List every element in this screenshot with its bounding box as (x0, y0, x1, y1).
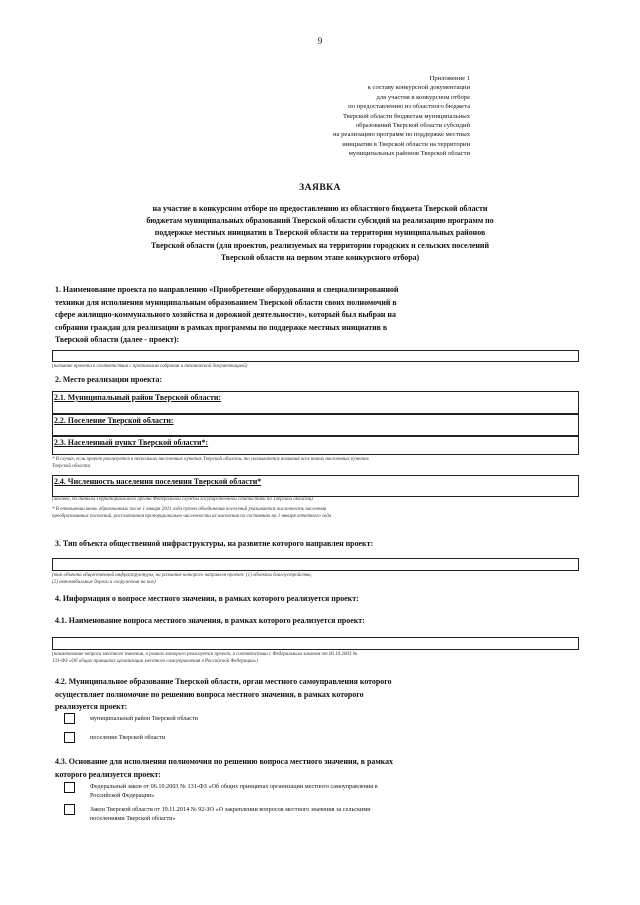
section-1-line: сфере жилищно-коммунального хозяйства и дорожной деятельности», который был выбран на (55, 310, 396, 319)
document-subtitle (60, 203, 580, 264)
project-name-field[interactable] (52, 350, 579, 362)
option-line: Российской Федерации» (90, 792, 155, 799)
section-1-heading (55, 284, 595, 347)
subtitle-line: Тверской области (для проектов, реализуемых на территории городских и сельских поселений (150, 240, 490, 250)
section-4-3-heading (55, 756, 595, 781)
section-4-3-line: 4.3. Основание для исполнения полномочия по решению вопроса местного значения, в рамках (55, 757, 394, 766)
appendix-line: Тверской области бюджетам муниципальных (342, 112, 470, 120)
section-4-2-line: осуществляет полномочие по решению вопроса местного значения, в рамках которого (55, 689, 364, 699)
checkbox-regional-law-label (90, 805, 371, 823)
appendix-line: к составу конкурсной документации (367, 84, 470, 92)
appendix-line: для участия в конкурсном отборе (376, 93, 470, 101)
population-note: (человек, по данным Территориального органа Федеральной службы государственной статистики по Тверской области) (52, 497, 313, 502)
section-1-line: Тверской области (далее - проект): (55, 335, 180, 344)
municipal-district-field[interactable] (52, 391, 579, 414)
appendix-line: Приложение 1 (429, 75, 470, 82)
settlement-field[interactable] (52, 414, 579, 436)
section-3-heading: 3. Тип объекта общественной инфраструктуры, на развитие которого направлен проект: (55, 539, 374, 548)
subtitle-line: Тверской области на первом этапе конкурсного отбора) (220, 252, 420, 262)
section-1-line: техники для исполнения муниципальным образованием Тверской области своих полномочий в (55, 297, 397, 307)
section-1-line: 1. Наименование проекта по направлению «Приобретение оборудования и специализированной (55, 285, 399, 294)
appendix-line: инициатив в Тверской области на территории (342, 140, 470, 148)
section-4-2-line: реализуется проект: (55, 702, 128, 711)
population-field[interactable] (52, 475, 579, 497)
appendix-line: образований Тверской области субсидий (355, 122, 470, 130)
section-2-heading: 2. Место реализации проекта: (55, 375, 163, 384)
appendix-line: по предоставлению из областного бюджета (348, 103, 470, 111)
document-title: ЗАЯВКА (299, 183, 341, 193)
note-line: (2) автомобильные дороги и сооружения на них) (52, 579, 156, 585)
note-line: преобразованных поселений, рассчитанная пропорционально численности их населения по состоянию на 1 января отчетного года (52, 513, 332, 519)
checkbox-federal-law-label (90, 782, 378, 800)
subtitle-line: на участие в конкурсном отборе по предоставлению из областного бюджета Тверской области (152, 204, 488, 213)
note-line: * В отношении вновь образованных после 1 января 2011 года путем объединения поселений указывается численность населения (52, 507, 327, 512)
section-4-heading: 4. Информация о вопросе местного значения, в рамках которого реализуется проект: (55, 594, 359, 603)
section-4-1-heading: 4.1. Наименование вопроса местного значения, в рамках которого реализуется проект: (55, 616, 365, 625)
infrastructure-type-field[interactable] (52, 558, 579, 571)
appendix-block (230, 74, 470, 159)
note-line: 131-ФЗ «Об общих принципах организации местного самоуправления в Российской Федерации») (52, 658, 259, 664)
checkbox-municipal-district-label: муниципальный район Тверской области (90, 715, 198, 722)
infrastructure-type-note (52, 573, 592, 587)
project-name-note: (название проекта в соответствии с протоколом собрания и технической документацией) (52, 364, 248, 369)
section-1-line: собрании граждан для реализации в рамках программы по поддержке местных инициатив в (55, 322, 388, 332)
population-label: 2.4. Численность населения поселения Тверской области* (54, 477, 262, 486)
page-number: 9 (317, 36, 323, 46)
checkbox-settlement[interactable] (64, 732, 75, 743)
local-issue-field[interactable] (52, 637, 579, 650)
option-line: Федеральный закон от 06.10.2003 № 131-ФЗ «Об общих принципах организации местного самоуправления в (90, 783, 378, 790)
option-line: поселениями Тверской области» (90, 815, 176, 822)
checkbox-federal-law[interactable] (64, 782, 75, 793)
section-4-2-line: 4.2. Муниципальное образование Тверской области, орган местного самоуправления которого (55, 677, 392, 686)
option-line: Закон Тверской области от 19.11.2014 № 92-ЗО «О закреплении вопросов местного значения за сельскими (90, 806, 371, 813)
municipal-district-label: 2.1. Муниципальный район Тверской области: (54, 393, 222, 402)
note-line: (тип объекта общественной инфраструктуры, на развитие которого направлен проект: (1) объекты благоустройства, (52, 573, 312, 578)
section-4-3-line: которого реализуется проект: (55, 769, 161, 779)
checkbox-municipal-district[interactable] (64, 713, 75, 724)
locality-field[interactable] (52, 436, 579, 455)
locality-label: 2.3. Населенный пункт Тверской области*: (54, 438, 209, 447)
subtitle-line: поддержке местных инициатив в Тверской области на территории муниципальных районов (154, 228, 486, 238)
checkbox-settlement-label: поселение Тверской области (90, 734, 166, 741)
checkbox-regional-law[interactable] (64, 804, 75, 815)
population-footnote (52, 507, 592, 521)
note-line: Тверской области (52, 463, 91, 469)
subtitle-line: бюджетам муниципальных образований Тверской области субсидий на реализацию программ по (146, 216, 494, 226)
note-line: (наименование вопроса местного значения, в рамках которого реализуется проект, в соответствии с Федеральным законом от 06.10.2003 № (52, 652, 358, 657)
appendix-line: на реализацию программ по поддержке местных (333, 131, 470, 139)
section-4-2-heading (55, 676, 595, 714)
locality-note (52, 457, 592, 471)
appendix-line: муниципальных районов Тверской области (348, 150, 470, 158)
note-line: * В случае, если проект реализуется в нескольких населенных пунктах Тверской области, то указываются названия всех таких населенных пунктов (52, 457, 369, 462)
settlement-label: 2.2. Поселение Тверской области: (54, 416, 174, 425)
local-issue-note (52, 652, 592, 666)
